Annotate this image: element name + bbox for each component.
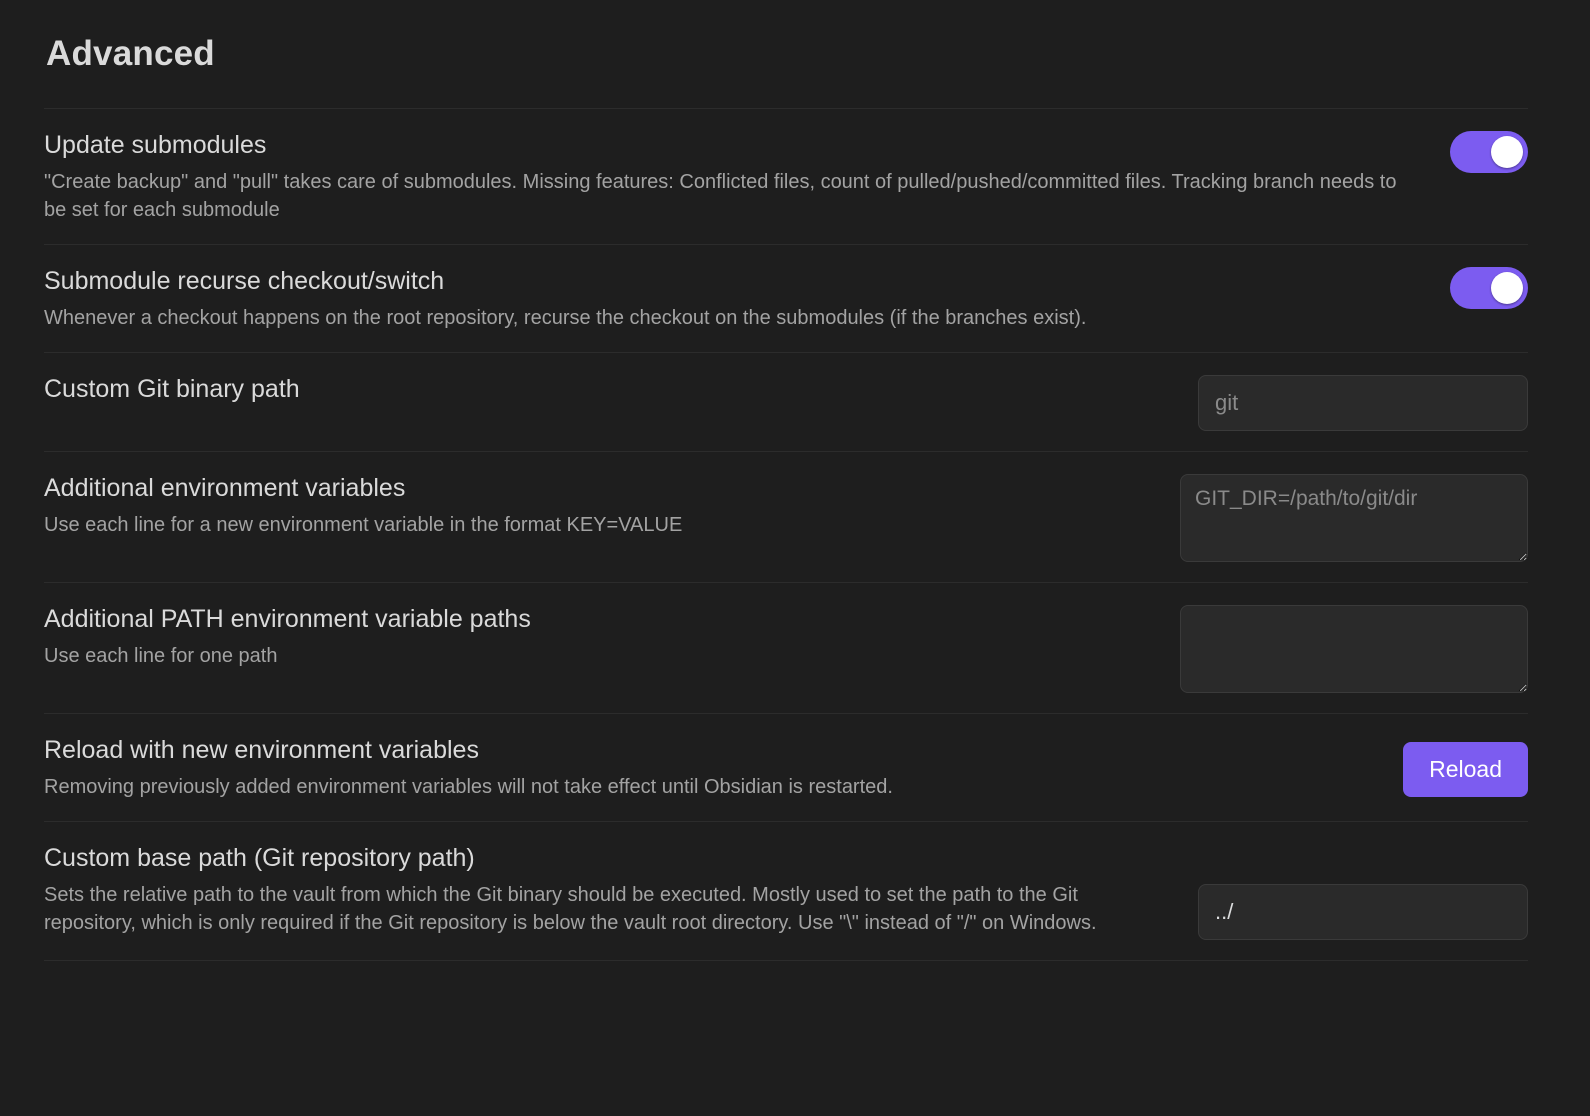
setting-item-update-submodules [44, 108, 1528, 244]
setting-info [44, 605, 1150, 670]
setting-description: "Create backup" and "pull" takes care of submodules. Missing features: Conflicted files, count of pulled/pushed/committed files. Tracking branch needs to be set for each submodule [44, 170, 1397, 221]
setting-control [1403, 736, 1528, 797]
setting-control [1198, 375, 1528, 431]
setting-item-additional-env-vars [44, 451, 1528, 582]
setting-info [44, 375, 1168, 405]
toggle-knob-icon [1491, 136, 1523, 168]
setting-name: Additional PATH environment variable paths [44, 605, 531, 634]
setting-control [1180, 605, 1528, 693]
setting-control [1180, 474, 1528, 562]
custom-base-path-input[interactable] [1198, 884, 1528, 940]
toggle-update-submodules[interactable] [1450, 131, 1528, 173]
setting-name: Custom Git binary path [44, 375, 300, 404]
setting-name: Update submodules [44, 131, 267, 159]
setting-info [44, 474, 1150, 539]
reload-button[interactable]: Reload [1403, 742, 1528, 797]
setting-item-custom-git-binary-path [44, 352, 1528, 451]
setting-name: Submodule recurse checkout/switch [44, 267, 445, 296]
setting-description: Sets the relative path to the vault from which the Git binary should be executed. Mostly used to set the path to the Git repository, which is only required if the Git repository is below the vault root directory. Use "\" instead of "/" on Windows. [44, 883, 1097, 934]
setting-control [1450, 131, 1528, 173]
setting-item-submodule-recurse-checkout [44, 244, 1528, 352]
setting-item-custom-base-path [44, 821, 1528, 960]
setting-control [1450, 267, 1528, 309]
toggle-knob-icon [1491, 272, 1523, 304]
setting-name: Custom base path (Git repository path) [44, 844, 475, 873]
additional-path-env-vars-textarea[interactable] [1180, 605, 1528, 693]
section-divider [44, 960, 1528, 961]
custom-git-binary-path-input[interactable] [1198, 375, 1528, 431]
setting-description: Removing previously added environment variables will not take effect until Obsidian is restarted. [44, 775, 893, 798]
additional-env-vars-textarea[interactable] [1180, 474, 1528, 562]
setting-info [44, 131, 1420, 224]
setting-info [44, 267, 1420, 332]
setting-info [44, 736, 1373, 801]
setting-description: Use each line for one path [44, 644, 278, 667]
setting-description: Use each line for a new environment variable in the format KEY=VALUE [44, 513, 683, 536]
setting-name: Reload with new environment variables [44, 736, 479, 765]
page-title: Advanced [46, 34, 215, 73]
setting-item-reload-env-vars [44, 713, 1528, 821]
setting-description: Whenever a checkout happens on the root repository, recurse the checkout on the submodules (if the branches exist). [44, 306, 1087, 329]
setting-name: Additional environment variables [44, 474, 406, 503]
setting-item-additional-path-env-vars [44, 582, 1528, 713]
setting-control [1198, 844, 1528, 940]
setting-info [44, 844, 1168, 937]
toggle-submodule-recurse-checkout[interactable] [1450, 267, 1528, 309]
